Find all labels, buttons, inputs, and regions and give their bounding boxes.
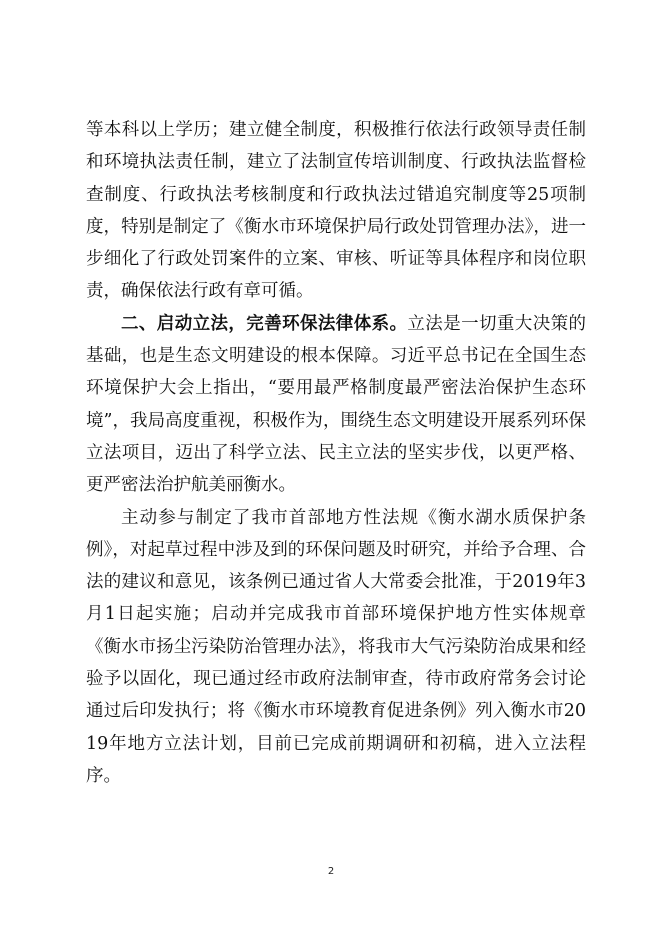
document-body <box>86 114 586 792</box>
paragraph-1: 等本科以上学历；建立健全制度，积极推行依法行政领导责任制和环境执法责任制，建立了法制宣传培训制度、行政执法监督检查制度、行政执法考核制度和行政执法过错追究制度等25项制度，特别是制定了《衡水市环境保护局行政处罚管理办法》，进一步细化了行政处罚案件的立案、审核、听证等具体程序和岗位职责，确保依法行政有章可循。 <box>86 120 586 302</box>
section-heading: 二、启动立法，完善环保法律体系。 <box>121 313 408 334</box>
page-number: 2 <box>327 866 335 877</box>
paragraph-3: 主动参与制定了我市首部地方性法规《衡水湖水质保护条例》，对起草过程中涉及到的环保问题及时研究，并给予合理、合法的建议和意见，该条例已通过省人大常委会批准，于2019年3月1日起实施；启动并完成我市首部环境保护地方性实体规章《衡水市扬尘污染防治管理办法》，将我市大气污染防治成果和经验予以固化，现已通过经市政府法制审查，待市政府常务会讨论通过后印发执行；将《衡水市环境教育促进条例》列入衡水市2019年地方立法计划，目前已完成前期调研和初稿，进入立法程序。 <box>86 507 586 786</box>
paragraph-2-body: 立法是一切重大决策的基础，也是生态文明建设的根本保障。习近平总书记在全国生态环境保护大会上指出，“要用最严格制度最严密法治保护生态环境”，我局高度重视，积极作为，围绕生态文明建设开展系列环保立法项目，迈出了科学立法、民主立法的坚实步伐，以更严格、更严密法治护航美丽衡水。 <box>86 313 587 496</box>
paragraph-2 <box>86 308 586 502</box>
